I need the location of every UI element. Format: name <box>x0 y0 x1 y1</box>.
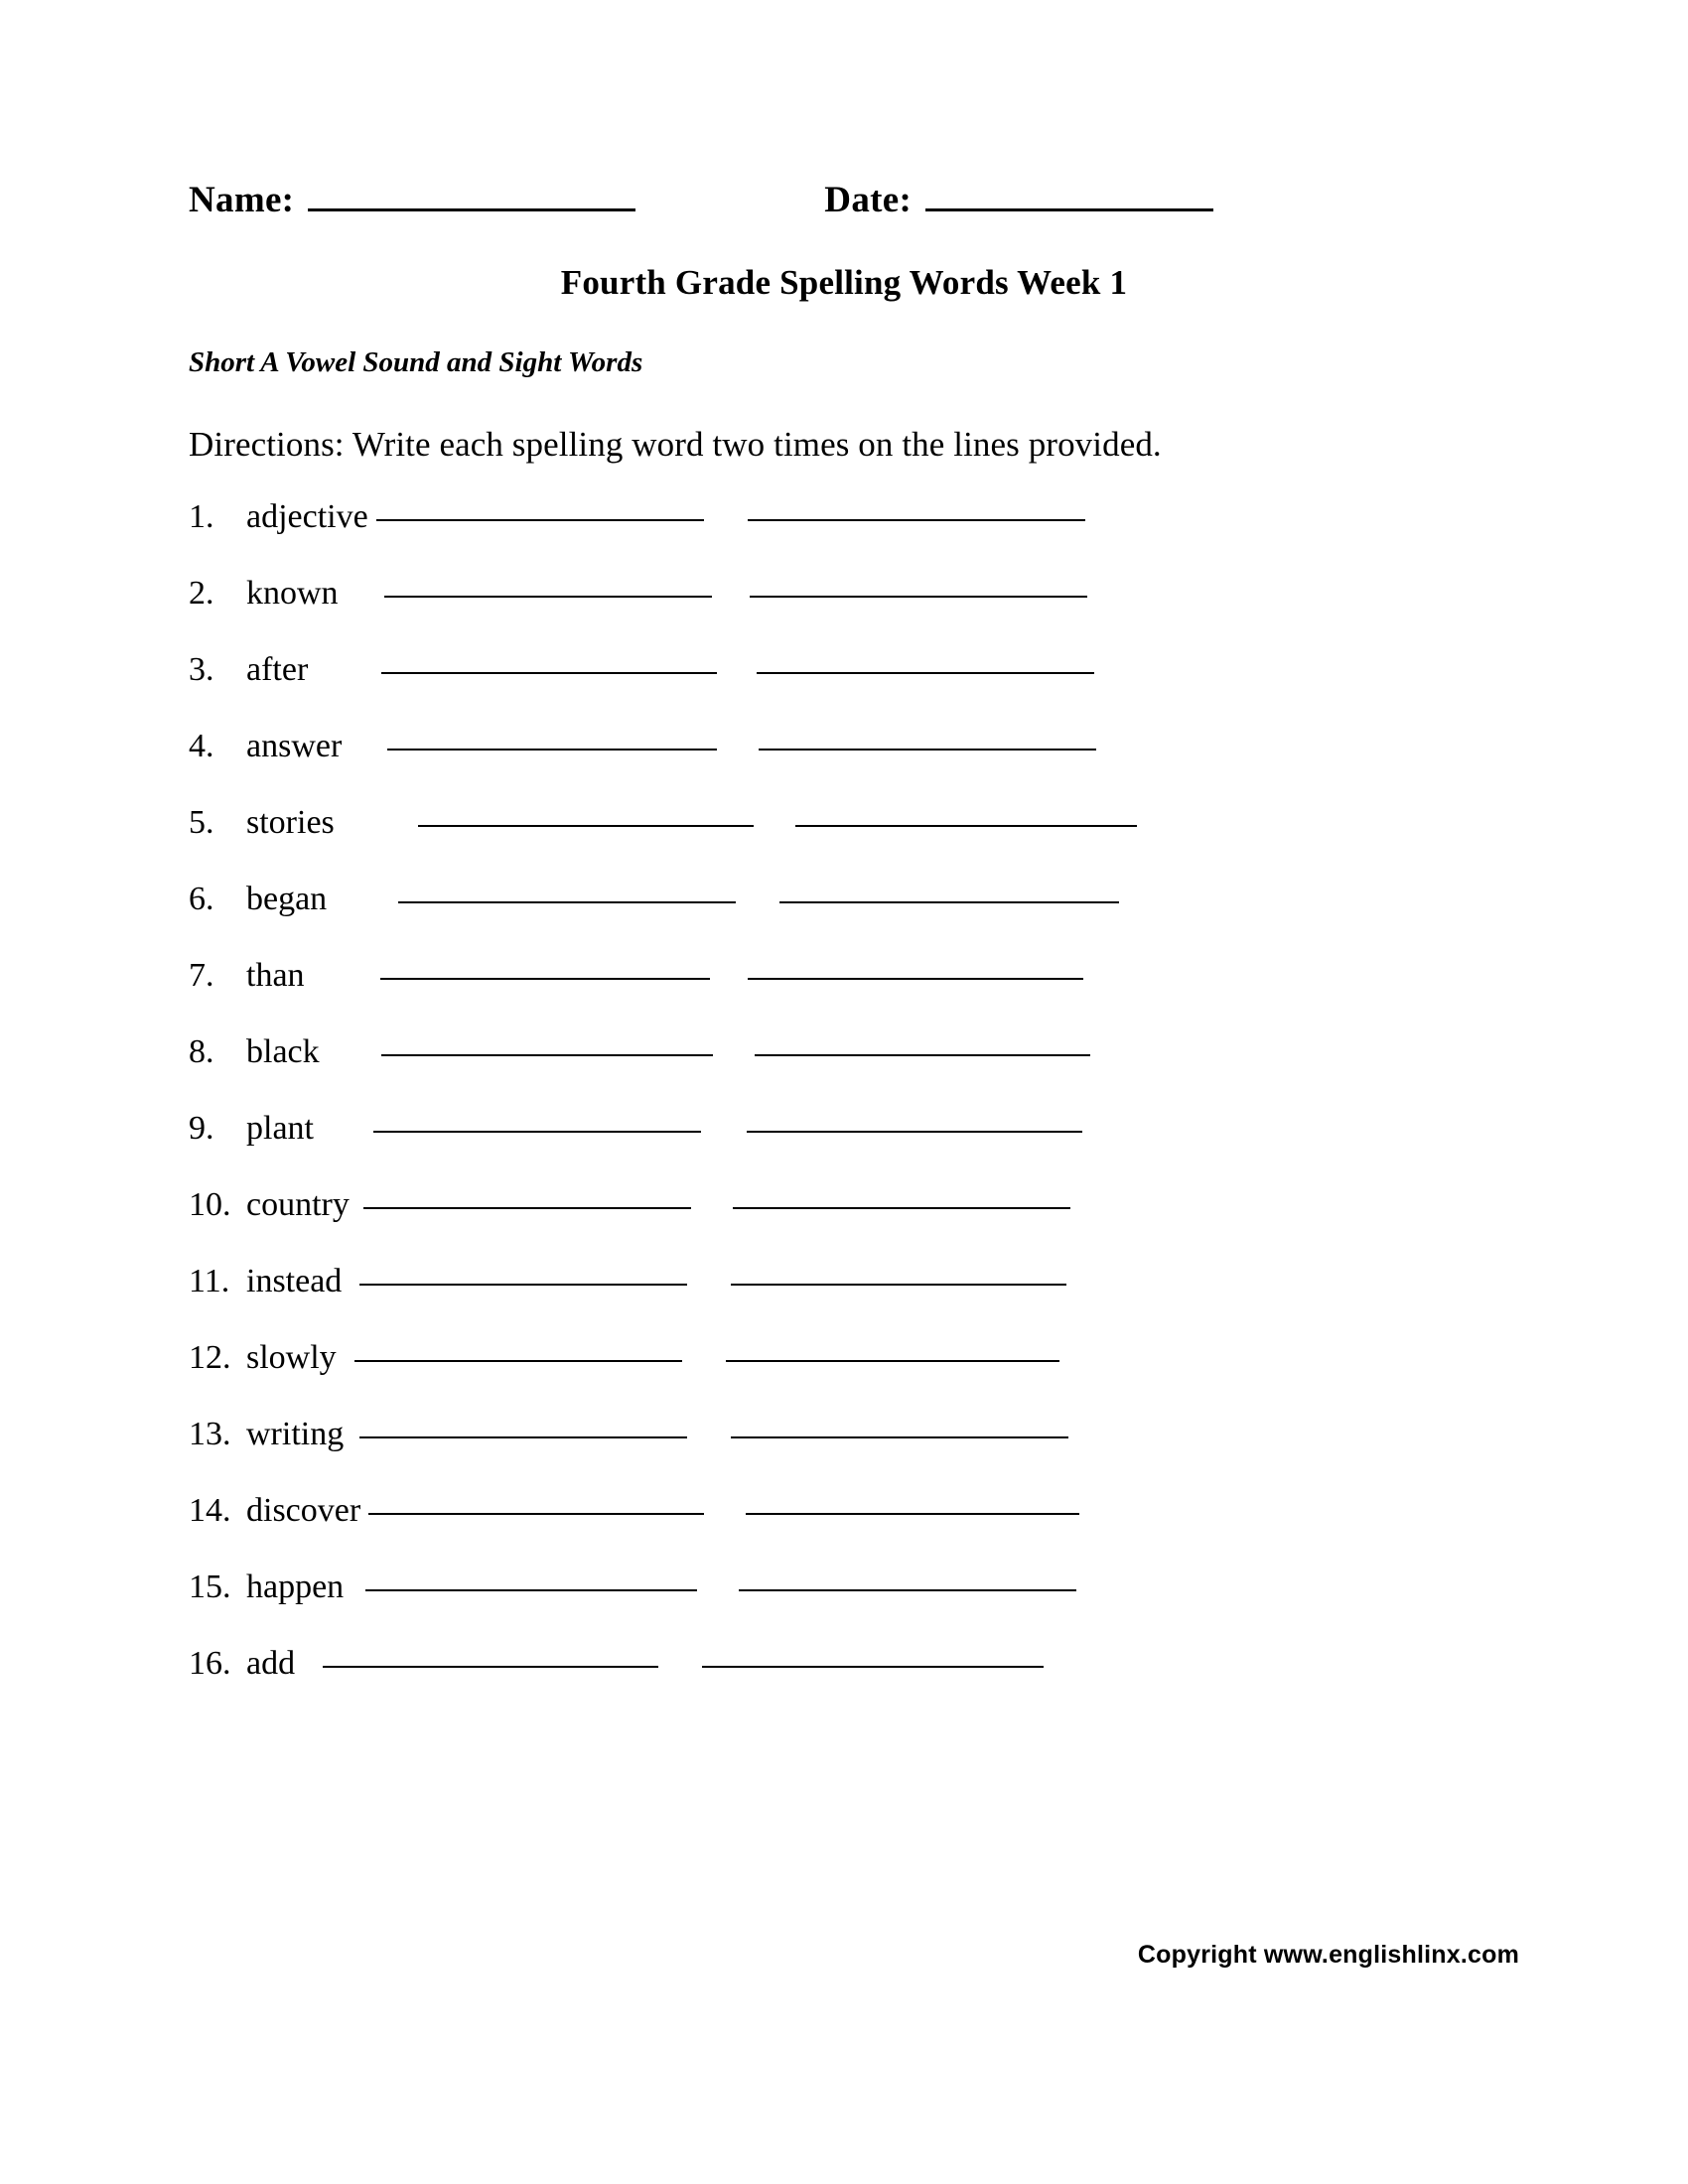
spelling-word: add <box>246 1645 296 1682</box>
word-number: 4. <box>189 728 214 764</box>
writing-line-second[interactable] <box>755 1054 1090 1056</box>
writing-line-second[interactable] <box>731 1284 1066 1286</box>
word-row <box>189 1186 1499 1263</box>
writing-line-second[interactable] <box>750 596 1087 598</box>
word-row <box>189 498 1499 575</box>
writing-line-first[interactable] <box>373 1131 701 1133</box>
writing-line-second[interactable] <box>702 1666 1044 1668</box>
writing-line-second[interactable] <box>747 1131 1082 1133</box>
writing-line-second[interactable] <box>733 1207 1070 1209</box>
writing-line-second[interactable] <box>795 825 1137 827</box>
word-number: 7. <box>189 957 214 994</box>
writing-line-first[interactable] <box>380 978 710 980</box>
spelling-word: known <box>246 575 339 612</box>
name-date-row <box>189 179 1499 221</box>
writing-line-first[interactable] <box>376 519 704 521</box>
writing-line-first[interactable] <box>323 1666 658 1668</box>
word-number: 1. <box>189 498 214 535</box>
spelling-word: adjective <box>246 498 368 535</box>
spelling-word: writing <box>246 1416 345 1452</box>
writing-line-second[interactable] <box>726 1360 1059 1362</box>
copyright-notice: Copyright www.englishlinx.com <box>1137 1941 1519 1969</box>
spelling-word: instead <box>246 1263 343 1299</box>
spelling-word: country <box>246 1186 350 1223</box>
spelling-word: after <box>246 651 309 688</box>
word-row <box>189 1492 1499 1569</box>
word-row <box>189 1339 1499 1416</box>
spelling-word-list <box>189 498 1499 1721</box>
writing-line-second[interactable] <box>739 1589 1076 1591</box>
spelling-word: began <box>246 881 328 917</box>
word-row <box>189 575 1499 651</box>
word-number: 10. <box>189 1186 231 1223</box>
word-number: 11. <box>189 1263 230 1299</box>
word-row <box>189 651 1499 728</box>
word-row <box>189 1263 1499 1339</box>
writing-line-second[interactable] <box>748 519 1085 521</box>
word-row <box>189 1569 1499 1645</box>
spelling-word: than <box>246 957 305 994</box>
date-label: Date: <box>824 180 913 220</box>
spelling-word: answer <box>246 728 343 764</box>
writing-line-first[interactable] <box>384 596 712 598</box>
writing-line-first[interactable] <box>387 749 717 751</box>
worksheet-subtitle: Short A Vowel Sound and Sight Words <box>189 346 643 378</box>
writing-line-first[interactable] <box>365 1589 697 1591</box>
word-row <box>189 1110 1499 1186</box>
spelling-word: slowly <box>246 1339 337 1376</box>
writing-line-first[interactable] <box>354 1360 682 1362</box>
writing-line-second[interactable] <box>731 1436 1068 1438</box>
word-number: 16. <box>189 1645 231 1682</box>
writing-line-second[interactable] <box>779 901 1119 903</box>
worksheet-content <box>189 179 1499 1721</box>
word-row <box>189 804 1499 881</box>
word-row <box>189 1033 1499 1110</box>
writing-line-first[interactable] <box>381 1054 713 1056</box>
word-number: 9. <box>189 1110 214 1147</box>
writing-line-first[interactable] <box>418 825 754 827</box>
writing-line-first[interactable] <box>359 1284 687 1286</box>
spelling-word: happen <box>246 1569 345 1605</box>
word-number: 3. <box>189 651 214 688</box>
word-row <box>189 728 1499 804</box>
word-number: 5. <box>189 804 214 841</box>
directions-text: Directions: Write each spelling word two times on the lines provided. <box>189 425 1162 464</box>
writing-line-second[interactable] <box>759 749 1096 751</box>
writing-line-second[interactable] <box>757 672 1094 674</box>
word-row <box>189 1645 1499 1721</box>
word-number: 2. <box>189 575 214 612</box>
word-number: 15. <box>189 1569 231 1605</box>
writing-line-second[interactable] <box>746 1513 1079 1515</box>
writing-line-first[interactable] <box>368 1513 704 1515</box>
spelling-word: black <box>246 1033 320 1070</box>
date-input-blank[interactable] <box>925 208 1213 211</box>
word-number: 14. <box>189 1492 231 1529</box>
word-number: 8. <box>189 1033 214 1070</box>
spelling-word: stories <box>246 804 335 841</box>
spelling-word: discover <box>246 1492 361 1529</box>
writing-line-first[interactable] <box>363 1207 691 1209</box>
word-row <box>189 881 1499 957</box>
name-label: Name: <box>189 180 295 220</box>
word-number: 6. <box>189 881 214 917</box>
word-number: 13. <box>189 1416 231 1452</box>
writing-line-first[interactable] <box>398 901 736 903</box>
writing-line-first[interactable] <box>359 1436 687 1438</box>
spelling-word: plant <box>246 1110 314 1147</box>
word-number: 12. <box>189 1339 231 1376</box>
word-row <box>189 1416 1499 1492</box>
name-input-blank[interactable] <box>308 208 635 211</box>
page-title: Fourth Grade Spelling Words Week 1 <box>560 263 1128 302</box>
word-row <box>189 957 1499 1033</box>
writing-line-first[interactable] <box>381 672 717 674</box>
writing-line-second[interactable] <box>748 978 1083 980</box>
